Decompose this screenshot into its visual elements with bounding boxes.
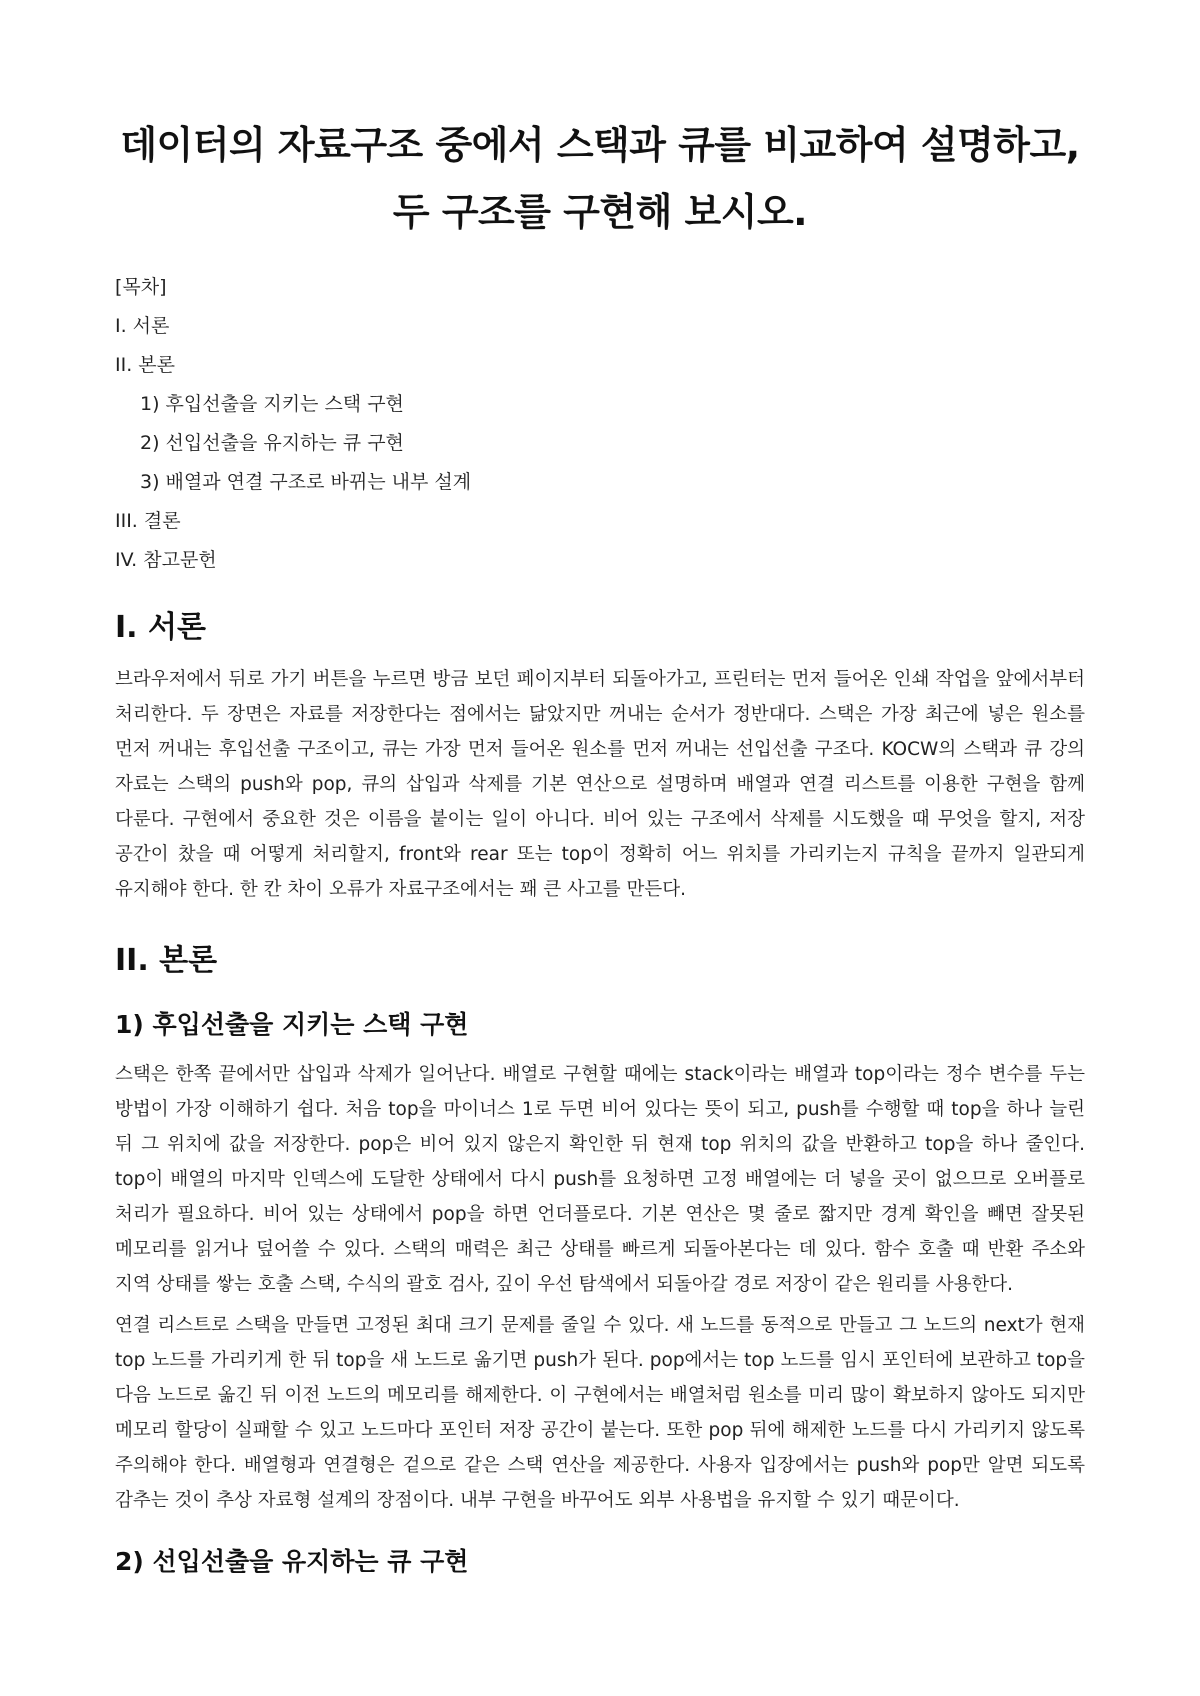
body-section bbox=[115, 941, 1085, 1580]
table-of-contents bbox=[115, 268, 1085, 580]
introduction-heading: I. 서론 bbox=[115, 610, 206, 645]
stack-paragraph-array: 스택은 한쪽 끝에서만 삽입과 삭제가 일어난다. 배열로 구현할 때에는 stack이라는 배열과 top이라는 정수 변수를 두는 방법이 가장 이해하기 쉽다. 처음 top을 마이너스 1로 두면 비어 있다는 뜻이 되고, push를 수행할 때 top을 하나 늘린 뒤 그 위치에 값을 저장한다. pop은 비어 있지 않은지 확인한 뒤 현재 top 위치의 값을 반환하고 top을 하나 줄인다. top이 배열의 마지막 인덱스에 도달한 상태에서 다시 push를 요청하면 고정 배열에는 더 넣을 곳이 없으므로 오버플로 처리가 필요하다. 비어 있는 상태에서 pop을 하면 언더플로다. 기본 연산은 몇 줄로 짧지만 경계 확인을 빼면 잘못된 메모리를 읽거나 덮어쓸 수 있다. 스택의 매력은 최근 상태를 빠르게 되돌아본다는 데 있다. 함수 호출 때 반환 주소와 지역 상태를 쌓는 호출 스택, 수식의 괄호 검사, 깊이 우선 탐색에서 되돌아갈 경로 저장이 같은 원리를 사용한다. bbox=[115, 1064, 1085, 1295]
queue-subheading: 2) 선입선출을 유지하는 큐 구현 bbox=[115, 1547, 469, 1576]
toc-item-stack: 1) 후입선출을 지키는 스택 구현 bbox=[140, 393, 404, 415]
toc-item-internal-design: 3) 배열과 연결 구조로 바뀌는 내부 설계 bbox=[140, 471, 472, 493]
stack-paragraph-linked-list: 연결 리스트로 스택을 만들면 고정된 최대 크기 문제를 줄일 수 있다. 새 노드를 동적으로 만들고 그 노드의 next가 현재 top 노드를 가리키게 한 뒤 top을 새 노드로 옮기면 push가 된다. pop에서는 top 노드를 임시 포인터에 보관하고 top을 다음 노드로 옮긴 뒤 이전 노드의 메모리를 해제한다. 이 구현에서는 배열처럼 원소를 미리 많이 확보하지 않아도 되지만 메모리 할당이 실패할 수 있고 노드마다 포인터 저장 공간이 붙는다. 또한 pop 뒤에 해제한 노드를 다시 가리키지 않도록 주의해야 한다. 배열형과 연결형은 겉으로 같은 스택 연산을 제공한다. 사용자 입장에서는 push와 pop만 알면 되도록 감추는 것이 추상 자료형 설계의 장점이다. 내부 구현을 바꾸어도 외부 사용법을 유지할 수 있기 때문이다. bbox=[115, 1315, 1085, 1511]
body-heading: II. 본론 bbox=[115, 943, 218, 978]
toc-item-queue: 2) 선입선출을 유지하는 큐 구현 bbox=[140, 432, 404, 454]
stack-subheading: 1) 후입선출을 지키는 스택 구현 bbox=[115, 1010, 469, 1039]
toc-item-body: II. 본론 bbox=[115, 354, 175, 376]
introduction-section bbox=[115, 608, 1085, 907]
introduction-paragraph: 브라우저에서 뒤로 가기 버튼을 누르면 방금 보던 페이지부터 되돌아가고, 프린터는 먼저 들어온 인쇄 작업을 앞에서부터 처리한다. 두 장면은 자료를 저장한다는 점에서는 닮았지만 꺼내는 순서가 정반대다. 스택은 가장 최근에 넣은 원소를 먼저 꺼내는 후입선출 구조이고, 큐는 가장 먼저 들어온 원소를 먼저 꺼내는 선입선출 구조다. KOCW의 스택과 큐 강의 자료는 스택의 push와 pop, 큐의 삽입과 삭제를 기본 연산으로 설명하며 배열과 연결 리스트를 이용한 구현을 함께 다룬다. 구현에서 중요한 것은 이름을 붙이는 일이 아니다. 비어 있는 구조에서 삭제를 시도했을 때 무엇을 할지, 저장 공간이 찼을 때 어떻게 처리할지, front와 rear 또는 top이 정확히 어느 위치를 가리키는지 규칙을 끝까지 일관되게 유지해야 한다. 한 칸 차이 오류가 자료구조에서는 꽤 큰 사고를 만든다. bbox=[115, 669, 1086, 900]
toc-item-introduction: I. 서론 bbox=[115, 315, 170, 337]
toc-label: [목차] bbox=[115, 276, 167, 298]
toc-item-conclusion: III. 결론 bbox=[115, 510, 181, 532]
toc-item-references: IV. 참고문헌 bbox=[115, 549, 217, 571]
document-title: 데이터의 자료구조 중에서 스택과 큐를 비교하여 설명하고, 두 구조를 구현해 보시오. bbox=[120, 123, 1080, 234]
